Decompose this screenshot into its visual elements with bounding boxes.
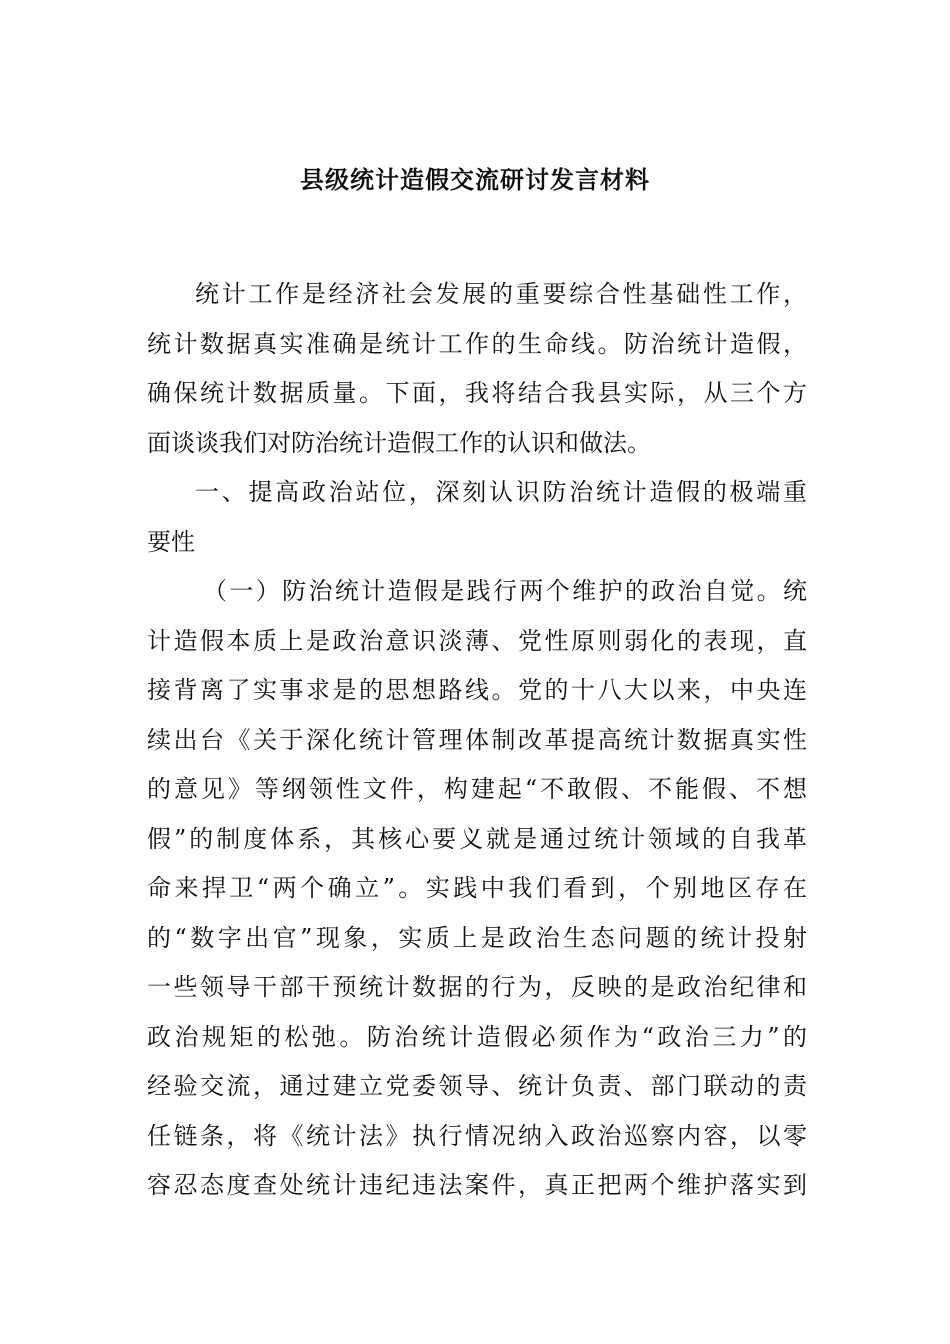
- paragraph-line: （一）防治统计造假是践行两个维护的政治自觉。统: [203, 577, 807, 605]
- paragraph-line: 容忍态度查处统计违纪违法案件，真正把两个维护落实到: [147, 1171, 807, 1199]
- paragraph-line: 续出台《关于深化统计管理体制改革提高统计数据真实性: [147, 725, 807, 754]
- paragraph-line: 的“数字出官”现象，实质上是政治生态问题的统计投射: [147, 923, 807, 952]
- paragraph-line: 面谈谈我们对防治统计造假工作的认识和做法。: [147, 428, 651, 457]
- paragraph-line: 政治规矩的松弛。防治统计造假必须作为“政治三力”的: [147, 1022, 807, 1051]
- document-body: [147, 270, 807, 1211]
- paragraph-line: 接背离了实事求是的思想路线。党的十八大以来，中央连: [147, 676, 807, 704]
- paragraph-line: 假”的制度体系，其核心要义就是通过统计领域的自我革: [147, 824, 807, 853]
- paragraph-line: 统计工作是经济社会发展的重要综合性基础性工作，: [195, 280, 807, 308]
- paragraph-line: 一些领导干部干预统计数据的行为，反映的是政治纪律和: [147, 973, 807, 1001]
- paragraph-line: 统计数据真实准确是统计工作的生命线。防治统计造假，: [147, 329, 807, 358]
- section-heading-line: 要性: [147, 527, 195, 556]
- paragraph-line: 的意见》等纲领性文件，构建起“不敢假、不能假、不想: [147, 775, 807, 803]
- document-title: 县级统计造假交流研讨发言材料: [300, 165, 650, 194]
- paragraph-line: 命来捍卫“两个确立”。实践中我们看到，个别地区存在: [147, 874, 807, 902]
- paragraph-line: 确保统计数据质量。下面，我将结合我县实际，从三个方: [147, 379, 807, 407]
- paragraph-line: 经验交流，通过建立党委领导、统计负责、部门联动的责: [147, 1072, 807, 1100]
- section-heading-line: 一、提高政治站位，深刻认识防治统计造假的极端重: [195, 478, 807, 506]
- paragraph-line: 计造假本质上是政治意识淡薄、党性原则弱化的表现，直: [147, 626, 807, 655]
- paragraph-line: 任链条，将《统计法》执行情况纳入政治巡察内容，以零: [147, 1121, 807, 1150]
